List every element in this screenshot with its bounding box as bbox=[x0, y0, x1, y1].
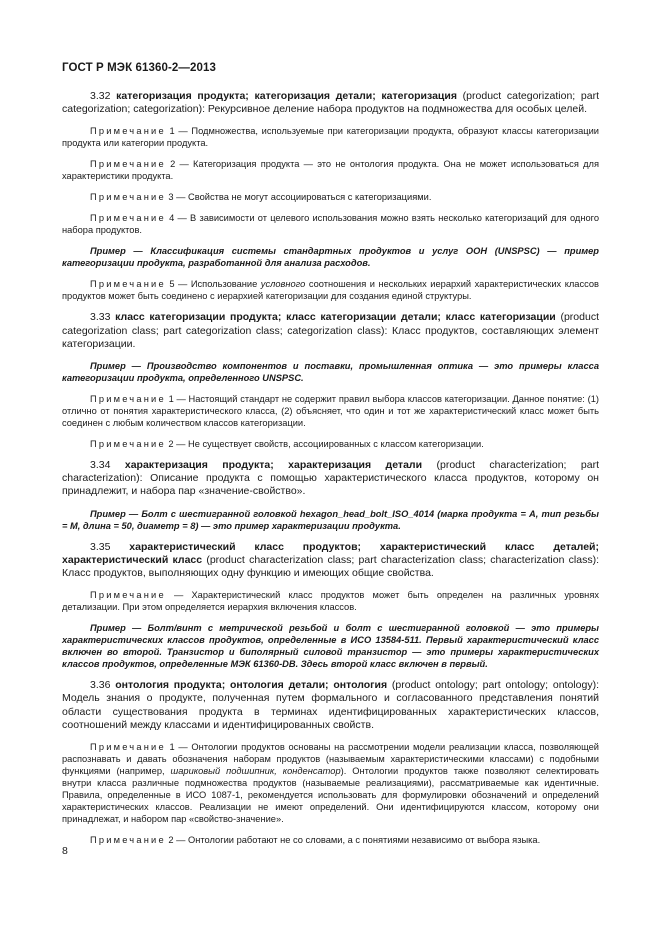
note: Примечание 1 — Подмножества, используемые при категоризации продукта, образуют классы категоризации продукта или категории продукта. bbox=[62, 126, 599, 149]
note: Примечание 2 — Не существует свойств, ассоциированных с классом категоризации. bbox=[90, 439, 484, 450]
note: Примечание 1 — Настоящий стандарт не содержит правил выбора классов категоризации. Данное понятие: (1) отлично от понятия характеристического класса, (2) объясняет, что один и тот же характеристический класс может быть соединен с любым количеством классов категоризации. bbox=[62, 394, 599, 429]
term-3-33: 3.33 класс категоризации продукта; класс категоризации детали; класс категоризации (product categorization class; part categorization class; categorization class): Класс продуктов, составляющих элемент категоризации. bbox=[62, 311, 599, 350]
term-name: категоризация продукта; категоризация детали; категоризация bbox=[116, 90, 457, 102]
note: Примечание 3 — Свойства не могут ассоциироваться с категоризациями. bbox=[90, 192, 432, 203]
term-3-36: 3.36 онтология продукта; онтология детали; онтология (product ontology; part ontology; ontology): Модель знания о продукте, полученная путем формального и согласованного представления понятий области существования продукта в терминах идентифицированных характеристических классов, соотношений между классами и идентифицированных свойств. bbox=[62, 679, 599, 731]
document-body bbox=[62, 90, 599, 855]
note: Примечание 2 — Онтологии работают не со словами, а с понятиями независимо от выбора языка. bbox=[90, 835, 541, 846]
note: Примечание 2 — Категоризация продукта — это не онтология продукта. Она не может использоваться для характеристики продукта. bbox=[62, 159, 599, 182]
term-3-35: 3.35 характеристический класс продуктов; характеристический класс деталей; характеристический класс (product characterization class; part characterization class; characterization class): Класс продуктов, выполняющих одну функцию и имеющих общие свойства. bbox=[62, 540, 600, 580]
example: Пример — Болт/винт с метрической резьбой и болт с шестигранной головкой — это примеры характеристических классов продуктов, определенные в ИСО 13584-511. Первый характеристический класс включен во второй. Транзистор и биполярный силовой транзистор — это примеры характеристических классов продуктов, определенные МЭК 61360-DB. Здесь второй класс включен в первый. bbox=[62, 623, 599, 670]
term-3-34: 3.34 характеризация продукта; характеризация детали (product characterization; part characterization): Описание продукта с помощью характеристического класса продуктов, которому он принадлежит, и набора пар «значение-свойство». bbox=[62, 459, 599, 498]
note: Примечание — Характеристический класс продуктов может быть определен на различных уровнях детализации. При этом определяется иерархия включения классов. bbox=[62, 590, 599, 613]
term-name: характеристический класс продуктов; характеристический класс деталей; характеристический класс bbox=[62, 540, 600, 566]
example: Пример — Классификация системы стандартных продуктов и услуг ООН (UNSPSC) — пример категоризации продукта, разработанной для анализа расходов. bbox=[62, 246, 599, 269]
running-header: ГОСТ Р МЭК 61360-2—2013 bbox=[62, 62, 216, 74]
note: Примечание 5 — Использование условного соотношения и нескольких иерархий характеристических классов продуктов может быть соединено с иерархией категоризации для создания единой структуры. bbox=[62, 279, 599, 302]
example: Пример — Болт с шестигранной головкой hexagon_head_bolt_ISO_4014 (марка продукта = A, тип резьбы = M, длина = 50, диаметр = 8) — это пример характеризации продукта. bbox=[62, 508, 599, 531]
example: Пример — Производство компонентов и поставки, промышленная оптика — это примеры класса категоризации продукта, определенного UNSPSC. bbox=[62, 361, 599, 384]
page-number: 8 bbox=[62, 845, 68, 857]
note: Примечание 4 — В зависимости от целевого использования можно взять несколько категоризаций для одного набора продуктов. bbox=[62, 213, 599, 236]
term-name: онтология продукта; онтология детали; онтология bbox=[115, 679, 388, 692]
note: Примечание 1 — Онтологии продуктов основаны на рассмотрении модели реализации класса, позволяющей распознавать и давать обозначения наборам продуктов (называемым характеристическими классами) с подобными функциями (например, шариковый подшипник, конденсатор). Онтологии продуктов также позволяют селектировать внутри класса различные подмножества продуктов (называемые реализациями), рассматриваемые как идентичные. Правила, определенные в ИСО 1087-1, рекомендуется использовать для формулировки обозначений и определений характеристических классов. Реализации не имеют определений. Они идентифицируются классом, которому они принадлежат, и набором пар «свойство-значение». bbox=[62, 742, 599, 825]
term-3-32: 3.32 категоризация продукта; категоризация детали; категоризация (product categorization; part categorization; categorization): Рекурсивное деление набора продуктов на подмножества для особых целей. bbox=[62, 90, 599, 116]
term-name: характеризация продукта; характеризация детали bbox=[124, 459, 423, 472]
term-name: класс категоризации продукта; класс категоризации детали; класс категоризации bbox=[115, 311, 556, 324]
